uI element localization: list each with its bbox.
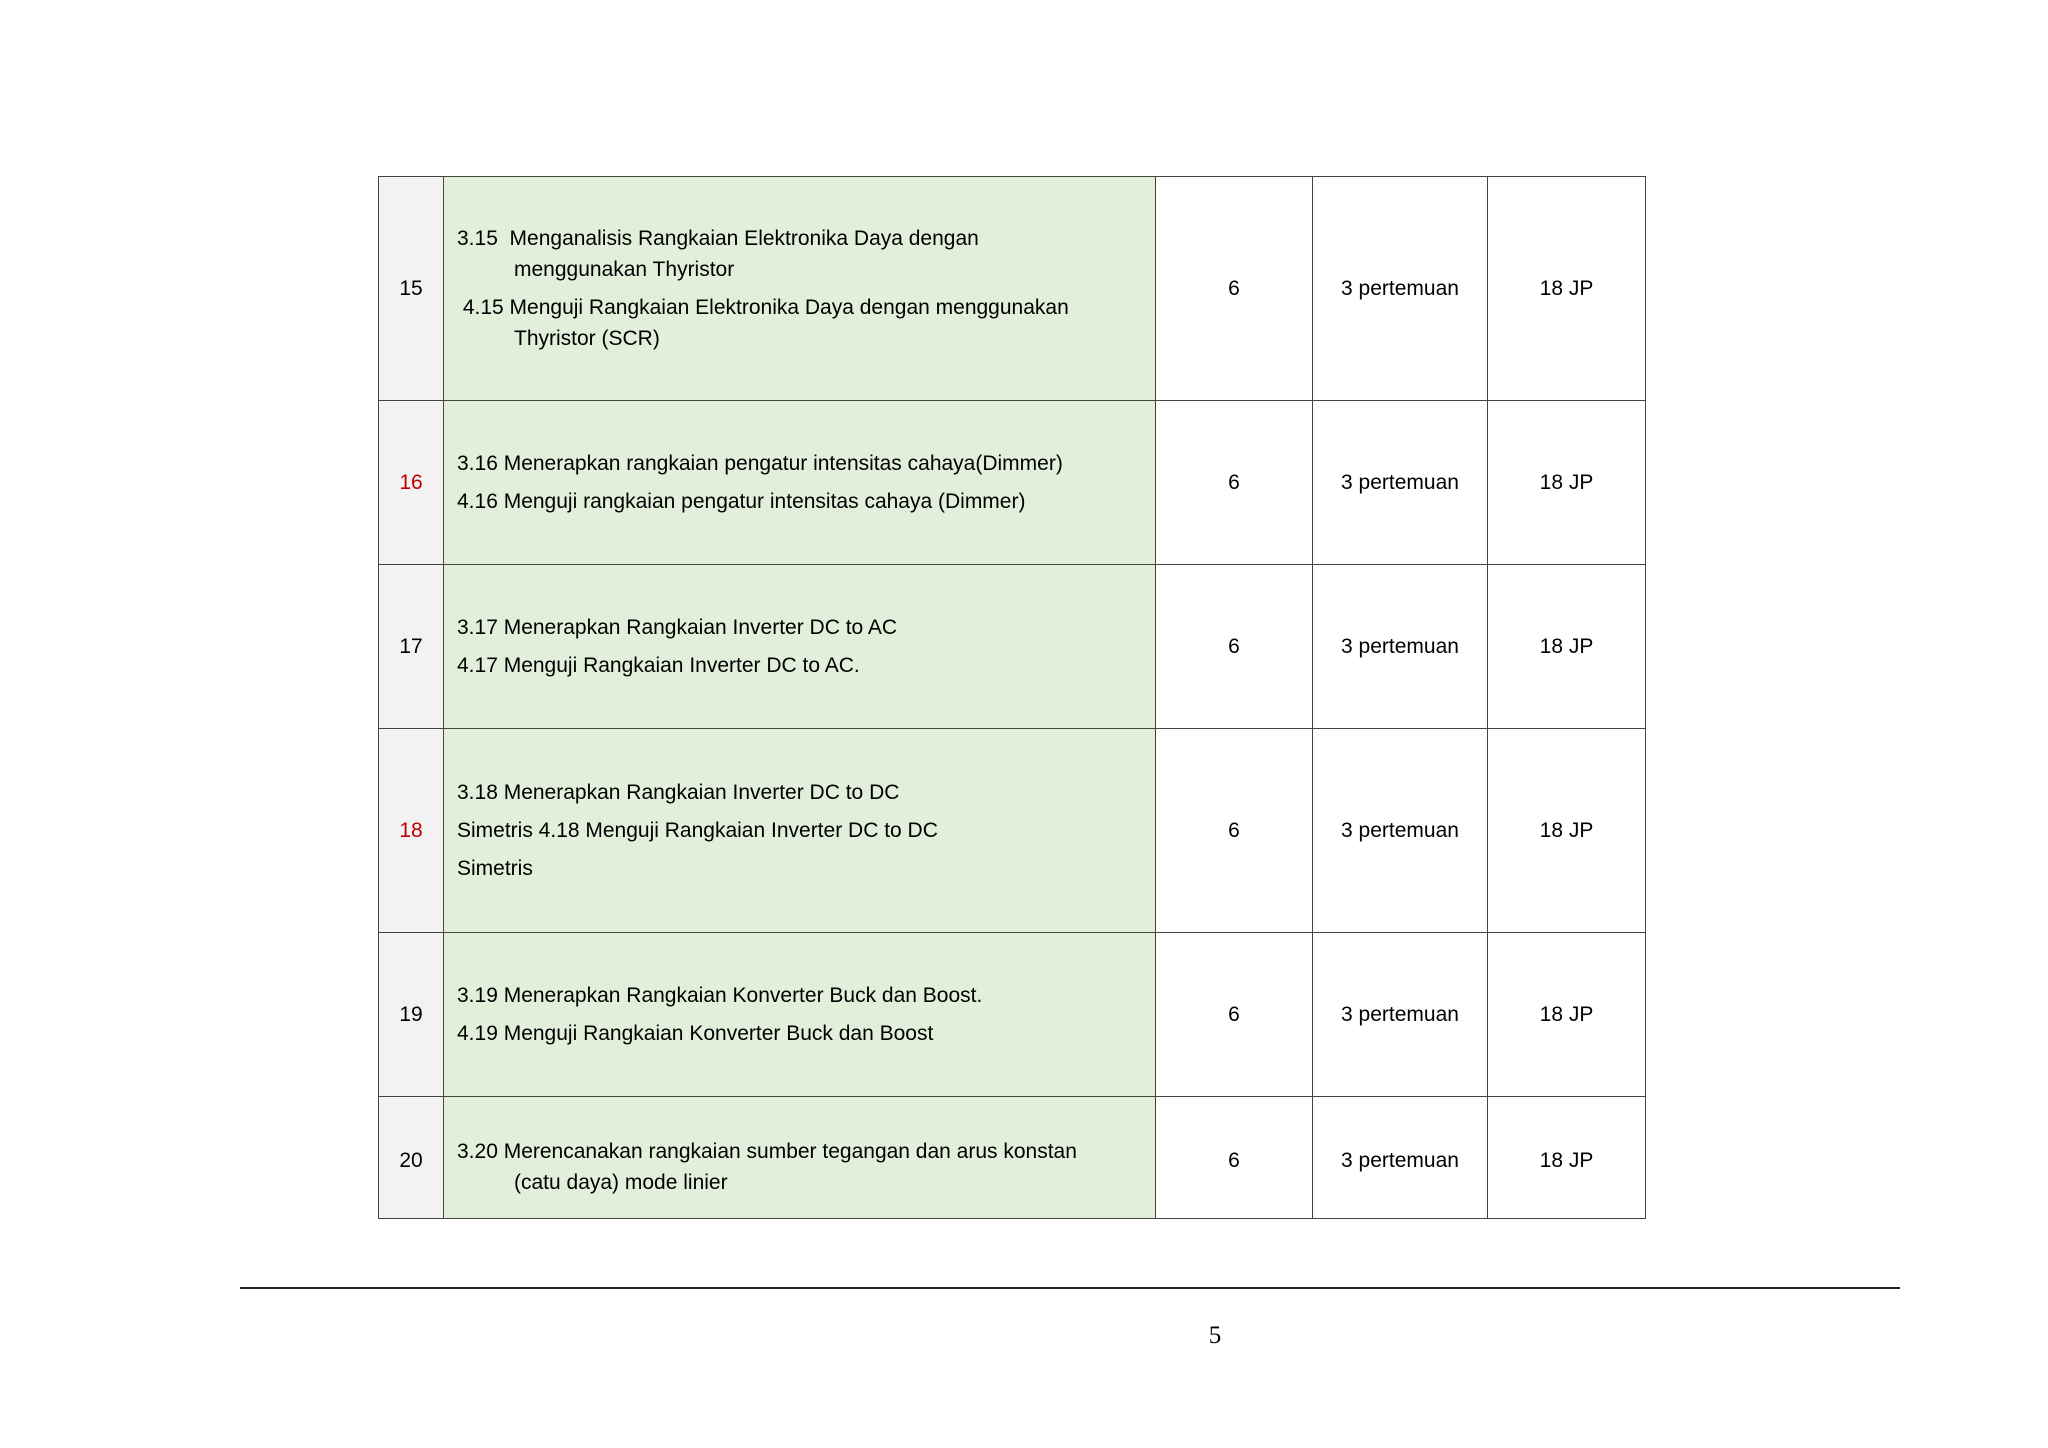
competency-cell	[444, 1097, 1156, 1219]
competency-line: 3.18 Menerapkan Rangkaian Inverter DC to DC	[457, 781, 900, 804]
row-number: 15	[379, 177, 444, 401]
hours-cell: 18 JP	[1488, 1097, 1646, 1219]
row-number: 20	[379, 1097, 444, 1219]
hours-cell: 18 JP	[1488, 401, 1646, 565]
footer-divider	[240, 1287, 1900, 1289]
competency-line: 4.17 Menguji Rangkaian Inverter DC to AC.	[457, 654, 860, 677]
row-number: 17	[379, 565, 444, 729]
semester-cell: 6	[1156, 933, 1313, 1097]
table-row	[379, 401, 1646, 565]
semester-cell: 6	[1156, 729, 1313, 933]
page-number: 5	[1208, 1322, 1222, 1349]
table-row	[379, 729, 1646, 933]
meetings-cell: 3 pertemuan	[1313, 933, 1488, 1097]
competency-line: 3.17 Menerapkan Rangkaian Inverter DC to AC	[457, 616, 898, 639]
semester-cell: 6	[1156, 565, 1313, 729]
competency-cell	[444, 565, 1156, 729]
table-row	[379, 1097, 1646, 1219]
table-body	[379, 177, 1646, 1219]
semester-cell: 6	[1156, 401, 1313, 565]
competency-line: (catu daya) mode linier	[514, 1170, 728, 1194]
row-number: 18	[379, 729, 444, 933]
hours-cell: 18 JP	[1488, 933, 1646, 1097]
table-row	[379, 177, 1646, 401]
meetings-cell: 3 pertemuan	[1313, 1097, 1488, 1219]
table-row	[379, 565, 1646, 729]
hours-cell: 18 JP	[1488, 177, 1646, 401]
competency-cell	[444, 729, 1156, 933]
meetings-cell: 3 pertemuan	[1313, 565, 1488, 729]
hours-cell: 18 JP	[1488, 565, 1646, 729]
competency-line: 3.16 Menerapkan rangkaian pengatur intensitas cahaya(Dimmer)	[457, 452, 1063, 475]
competency-line: Simetris 4.18 Menguji Rangkaian Inverter DC to DC	[457, 819, 938, 842]
semester-cell: 6	[1156, 1097, 1313, 1219]
meetings-cell: 3 pertemuan	[1313, 177, 1488, 401]
competency-table	[378, 176, 1646, 1219]
competency-line: Simetris	[457, 857, 533, 880]
competency-line: 4.15 Menguji Rangkaian Elektronika Daya dengan menggunakan	[457, 296, 1069, 319]
competency-cell	[444, 177, 1156, 401]
semester-cell: 6	[1156, 177, 1313, 401]
competency-line: 4.19 Menguji Rangkaian Konverter Buck dan Boost	[457, 1022, 934, 1045]
competency-line: 3.19 Menerapkan Rangkaian Konverter Buck dan Boost.	[457, 984, 983, 1007]
meetings-cell: 3 pertemuan	[1313, 729, 1488, 933]
hours-cell: 18 JP	[1488, 729, 1646, 933]
table-row	[379, 933, 1646, 1097]
competency-line: 3.15 Menganalisis Rangkaian Elektronika Daya dengan	[457, 227, 979, 250]
row-number: 19	[379, 933, 444, 1097]
row-number: 16	[379, 401, 444, 565]
meetings-cell: 3 pertemuan	[1313, 401, 1488, 565]
competency-cell	[444, 933, 1156, 1097]
competency-line: menggunakan Thyristor	[514, 258, 735, 281]
competency-cell	[444, 401, 1156, 565]
competency-line: Thyristor (SCR)	[514, 327, 660, 350]
competency-line: 3.20 Merencanakan rangkaian sumber tegangan dan arus konstan	[457, 1139, 1077, 1163]
competency-line: 4.16 Menguji rangkaian pengatur intensitas cahaya (Dimmer)	[457, 490, 1026, 513]
